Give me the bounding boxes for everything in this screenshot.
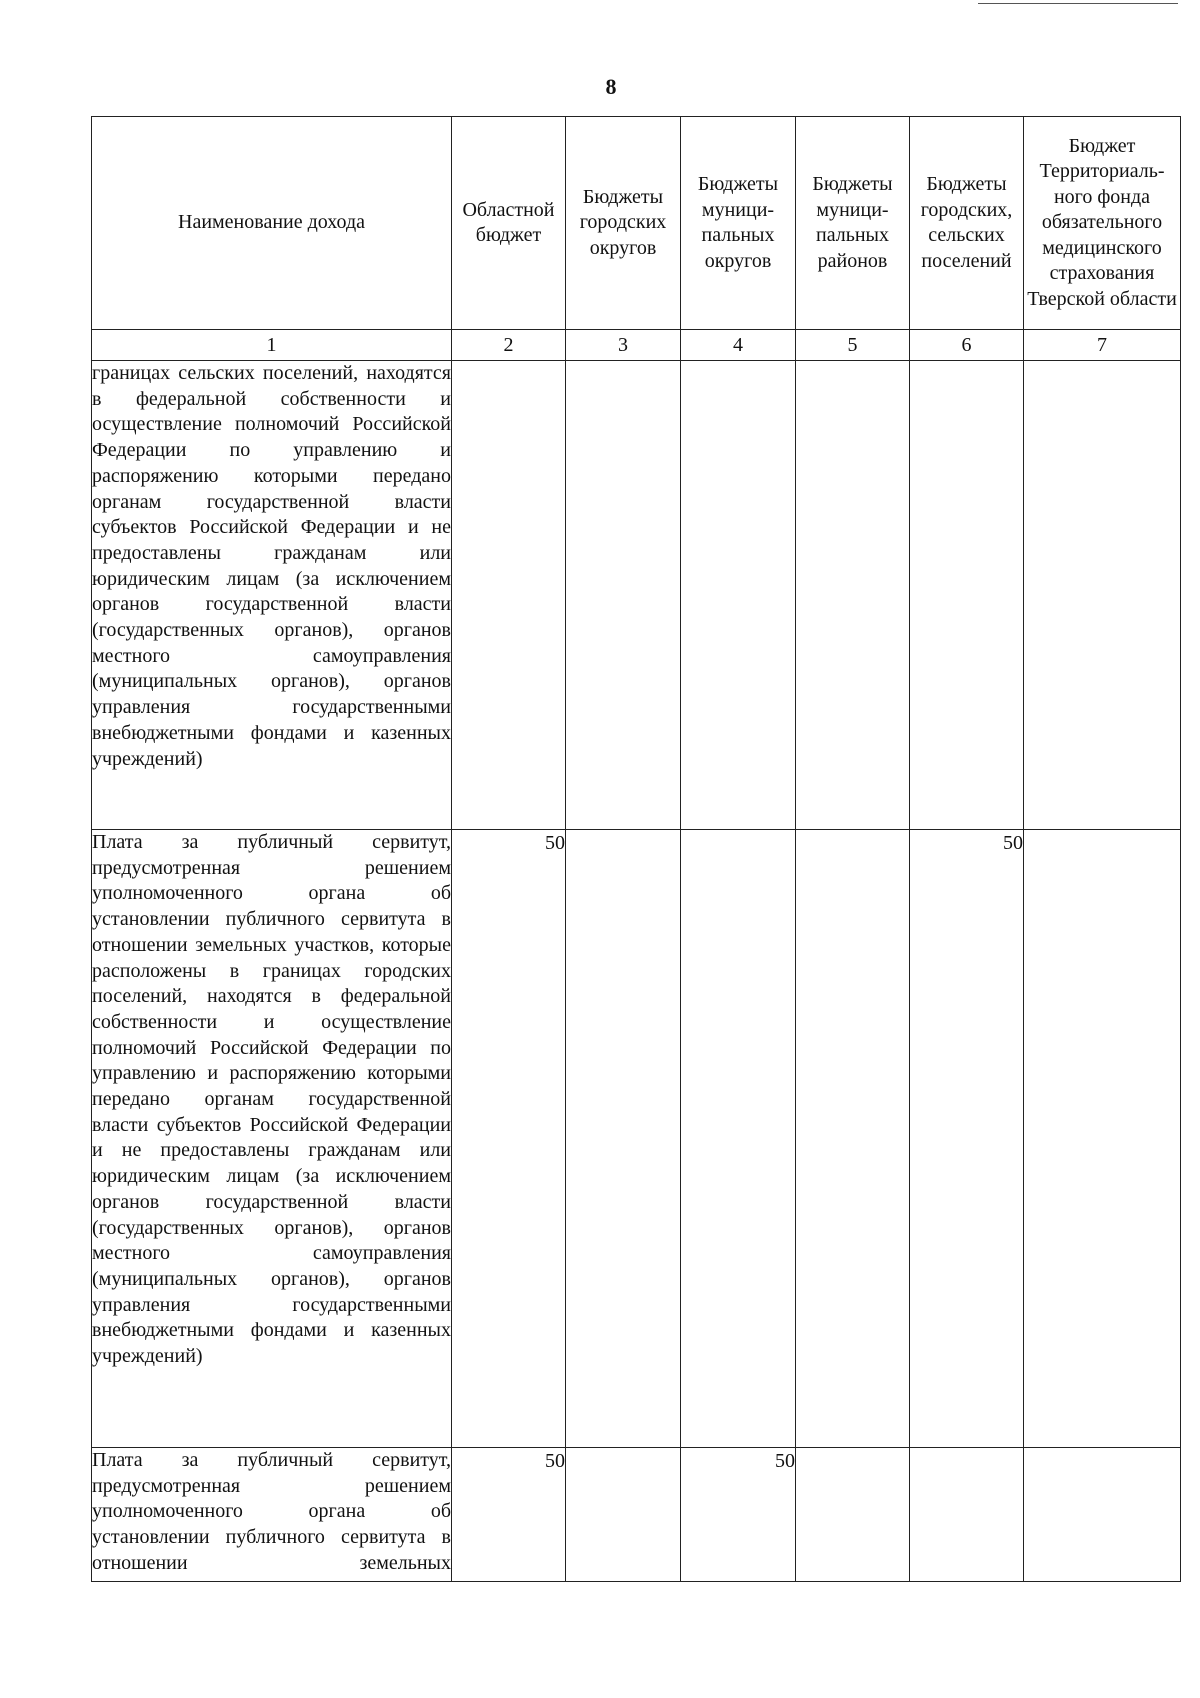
value-municipal-raions xyxy=(796,1448,910,1582)
value-medical-fund xyxy=(1024,1448,1181,1582)
value-city-districts xyxy=(566,1448,681,1582)
value-medical-fund xyxy=(1024,361,1181,830)
value-municipal-districts xyxy=(681,830,796,1448)
column-number: 7 xyxy=(1024,330,1181,361)
header-municipal-raions: Бюджеты муници-пальных районов xyxy=(796,117,910,330)
column-number: 1 xyxy=(92,330,452,361)
income-name-cell xyxy=(92,1448,452,1582)
value-municipal-districts: 50 xyxy=(681,1448,796,1582)
value-settlements: 50 xyxy=(910,830,1024,1448)
column-number: 2 xyxy=(452,330,566,361)
header-income-name: Наименование дохода xyxy=(92,117,452,330)
header-city-districts: Бюджеты городских округов xyxy=(566,117,681,330)
table-row xyxy=(92,830,1181,1448)
header-row xyxy=(92,117,1181,330)
column-number: 4 xyxy=(681,330,796,361)
column-number: 6 xyxy=(910,330,1024,361)
value-regional: 50 xyxy=(452,830,566,1448)
header-medical-fund: Бюджет Территориаль-ного фонда обязательного медицинского страхования Тверской области xyxy=(1024,117,1181,330)
column-number-row xyxy=(92,330,1181,361)
value-city-districts xyxy=(566,361,681,830)
value-settlements xyxy=(910,1448,1024,1582)
value-medical-fund xyxy=(1024,830,1181,1448)
scan-corner-line xyxy=(978,3,1178,4)
header-settlements: Бюджеты городских, сельских поселений xyxy=(910,117,1024,330)
column-number: 3 xyxy=(566,330,681,361)
revenue-table xyxy=(91,116,1181,1582)
income-name-cell xyxy=(92,361,452,830)
value-municipal-districts xyxy=(681,361,796,830)
income-name-text: Плата за публичный сервитут, предусмотренная решением уполномоченного органа об установлении публичного сервитута в отношении земельных участков, которые расположены в границах городских поселений, находятся в федеральной собственности и осуществление полномочий Российской Федерации по управлению и распоряжению которыми передано органам государственной власти субъектов Российской Федерации и не предоставлены гражданам или юридическим лицам (за исключением органов государственной власти (государственных органов), органов местного самоуправления (муниципальных органов), органов управления государственными внебюджетными фондами и казенных учреждений) xyxy=(92,831,451,1368)
value-regional: 50 xyxy=(452,1448,566,1582)
value-settlements xyxy=(910,361,1024,830)
value-city-districts xyxy=(566,830,681,1448)
income-name-text: границах сельских поселений, находятся в федеральной собственности и осуществление полномочий Российской Федерации по управлению и распоряжению которыми передано органам государственной власти субъектов Российской Федерации и не предоставлены гражданам или юридическим лицам (за исключением органов государственной власти (государственных органов), органов местного самоуправления (муниципальных органов), органов управления государственными внебюджетными фондами и казенных учреждений) xyxy=(92,362,451,770)
value-municipal-raions xyxy=(796,830,910,1448)
income-name-text: Плата за публичный сервитут, предусмотренная решением уполномоченного органа об установлении публичного сервитута в отношении земельных xyxy=(92,1449,451,1574)
value-regional xyxy=(452,361,566,830)
column-number: 5 xyxy=(796,330,910,361)
value-municipal-raions xyxy=(796,361,910,830)
table-row xyxy=(92,1448,1181,1582)
table-row xyxy=(92,361,1181,830)
page-number: 8 xyxy=(605,74,617,99)
header-regional-budget: Областной бюджет xyxy=(452,117,566,330)
income-name-cell xyxy=(92,830,452,1448)
header-municipal-districts: Бюджеты муници-пальных округов xyxy=(681,117,796,330)
